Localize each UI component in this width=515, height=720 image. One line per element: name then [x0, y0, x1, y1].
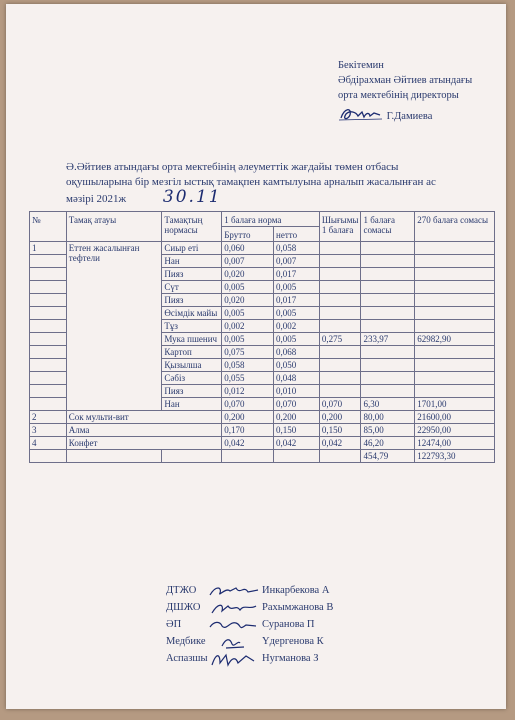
brutto-value: 0,020	[222, 294, 274, 307]
ingredient: Қызылша	[162, 359, 222, 372]
row-number	[30, 255, 67, 268]
consumption-value	[319, 281, 361, 294]
signature-scribble	[208, 583, 260, 599]
cost-one-value	[361, 346, 415, 359]
cost-270-value: 1701,00	[415, 398, 495, 411]
signature-role: ДШЖО	[166, 602, 201, 613]
approval-line-1: Бекітемин	[338, 60, 384, 71]
brutto-value: 0,042	[222, 437, 274, 450]
netto-value: 0,007	[274, 255, 320, 268]
title-line-3	[66, 187, 496, 207]
cost-270-value	[415, 346, 495, 359]
table-row	[30, 424, 495, 437]
ingredient: Өсімдік майы	[162, 307, 222, 320]
dish-name: Алма	[66, 424, 221, 437]
header-norm: Тамақтың нормасы	[162, 212, 222, 242]
cost-270-value	[415, 294, 495, 307]
consumption-value: 0,200	[319, 411, 361, 424]
cost-270-value	[415, 385, 495, 398]
signature-name: Үдергенова К	[262, 636, 324, 647]
consumption-value: 0,042	[319, 437, 361, 450]
cost-one-value	[361, 307, 415, 320]
cost-one-value	[361, 372, 415, 385]
totals-row	[30, 450, 495, 463]
netto-value: 0,017	[274, 294, 320, 307]
signature-name: Суранова П	[262, 619, 315, 630]
netto-value: 0,070	[274, 398, 320, 411]
row-number: 2	[30, 411, 67, 424]
consumption-value: 0,150	[319, 424, 361, 437]
brutto-value: 0,020	[222, 268, 274, 281]
row-number	[30, 281, 67, 294]
row-number	[30, 372, 67, 385]
cost-270-value: 62982,90	[415, 333, 495, 346]
cost-one-value	[361, 359, 415, 372]
cost-one-value: 6,30	[361, 398, 415, 411]
brutto-value: 0,055	[222, 372, 274, 385]
cost-one-value: 233,97	[361, 333, 415, 346]
approval-line-3: орта мектебінің директоры	[338, 90, 459, 101]
row-number	[30, 385, 67, 398]
signature-role: Медбике	[166, 636, 206, 647]
signature-role: Аспазшы	[166, 653, 208, 664]
cost-270-value	[415, 307, 495, 320]
dish-name: Еттен жасалынған тефтели	[66, 242, 162, 411]
handwritten-date: 30.11	[162, 187, 222, 207]
signature-name: Рахымжанова В	[262, 602, 334, 613]
netto-value: 0,042	[274, 437, 320, 450]
ingredient: Сиыр еті	[162, 242, 222, 255]
consumption-value	[319, 320, 361, 333]
signature-scribble	[208, 634, 260, 650]
brutto-value: 0,070	[222, 398, 274, 411]
row-number	[30, 307, 67, 320]
consumption-value: 0,275	[319, 333, 361, 346]
cost-one-value	[361, 242, 415, 255]
brutto-value: 0,200	[222, 411, 274, 424]
ingredient: Сүт	[162, 281, 222, 294]
empty-cell	[274, 450, 320, 463]
ingredient: Пияз	[162, 385, 222, 398]
signature-scribble	[208, 600, 260, 616]
ingredient: Пияз	[162, 294, 222, 307]
signature-row	[166, 633, 333, 650]
ingredient: Нан	[162, 255, 222, 268]
consumption-value	[319, 346, 361, 359]
consumption-value	[319, 268, 361, 281]
cost-one-value	[361, 268, 415, 281]
netto-value: 0,017	[274, 268, 320, 281]
empty-cell	[319, 450, 361, 463]
brutto-value: 0,002	[222, 320, 274, 333]
cost-270-value	[415, 372, 495, 385]
ingredient: Сәбіз	[162, 372, 222, 385]
cost-270-value	[415, 255, 495, 268]
signature-name: Инкарбекова А	[262, 585, 330, 596]
netto-value: 0,005	[274, 281, 320, 294]
total-cost-one: 454,79	[361, 450, 415, 463]
table-row	[30, 411, 495, 424]
ingredient: Пияз	[162, 268, 222, 281]
row-number	[30, 268, 67, 281]
director-signature	[338, 106, 384, 122]
table-row	[30, 242, 495, 255]
signature-scribble	[208, 617, 260, 633]
netto-value: 0,068	[274, 346, 320, 359]
approval-line-2: Әбдірахман Әйтиев атындағы	[338, 75, 473, 86]
signature-row	[166, 650, 333, 667]
consumption-value	[319, 242, 361, 255]
consumption-value	[319, 294, 361, 307]
consumption-value	[319, 359, 361, 372]
brutto-value: 0,170	[222, 424, 274, 437]
cost-270-value	[415, 320, 495, 333]
director-name: Г.Дамиева	[386, 111, 433, 122]
consumption-value: 0,070	[319, 398, 361, 411]
brutto-value: 0,005	[222, 333, 274, 346]
header-name: Тамақ атауы	[66, 212, 162, 242]
header-cost-one: 1 балаға сомасы	[361, 212, 415, 242]
signature-row	[166, 599, 333, 616]
menu-table	[29, 211, 495, 463]
header-row	[30, 212, 495, 227]
empty-cell	[30, 450, 67, 463]
dish-name: Сок мульти-вит	[66, 411, 221, 424]
header-per-child: 1 балаға норма	[222, 212, 320, 227]
row-number	[30, 320, 67, 333]
brutto-value: 0,058	[222, 359, 274, 372]
header-netto: нетто	[274, 227, 320, 242]
signatures-block	[166, 582, 333, 667]
netto-value: 0,058	[274, 242, 320, 255]
approval-signature-line	[338, 103, 472, 124]
cost-270-value	[415, 268, 495, 281]
total-cost-270: 122793,30	[415, 450, 495, 463]
brutto-value: 0,005	[222, 307, 274, 320]
empty-cell	[222, 450, 274, 463]
cost-one-value	[361, 294, 415, 307]
netto-value: 0,200	[274, 411, 320, 424]
cost-270-value	[415, 359, 495, 372]
ingredient: Мука пшенич	[162, 333, 222, 346]
signature-scribble	[208, 651, 260, 667]
ingredient: Тұз	[162, 320, 222, 333]
brutto-value: 0,007	[222, 255, 274, 268]
netto-value: 0,010	[274, 385, 320, 398]
row-number	[30, 346, 67, 359]
row-number	[30, 333, 67, 346]
cost-270-value: 21600,00	[415, 411, 495, 424]
header-no: №	[30, 212, 67, 242]
title-date-label: мәзірі 2021ж	[66, 193, 127, 205]
title-line-2: оқушыларына бір мезгіл ыстық тамақпен камтылуына арналып жасалынған ас	[66, 176, 436, 188]
document-title	[66, 160, 496, 207]
netto-value: 0,005	[274, 307, 320, 320]
signature-row	[166, 582, 333, 599]
row-number	[30, 294, 67, 307]
title-line-1: Ә.Әйтиев атындағы орта мектебінің әлеуметтік жағдайы төмен отбасы	[66, 161, 399, 173]
signature-role: ӘП	[166, 619, 182, 630]
cost-270-value	[415, 281, 495, 294]
row-number	[30, 359, 67, 372]
netto-value: 0,005	[274, 333, 320, 346]
cost-one-value	[361, 281, 415, 294]
row-number: 4	[30, 437, 67, 450]
dish-name: Конфет	[66, 437, 221, 450]
signature-row	[166, 616, 333, 633]
brutto-value: 0,060	[222, 242, 274, 255]
netto-value: 0,002	[274, 320, 320, 333]
signature-role: ДТЖО	[166, 585, 197, 596]
cost-one-value: 46,20	[361, 437, 415, 450]
header-cost-270: 270 балаға сомасы	[415, 212, 495, 242]
netto-value: 0,050	[274, 359, 320, 372]
cost-270-value: 22950,00	[415, 424, 495, 437]
row-number	[30, 398, 67, 411]
netto-value: 0,048	[274, 372, 320, 385]
cost-one-value: 80,00	[361, 411, 415, 424]
row-number: 3	[30, 424, 67, 437]
table-row	[30, 437, 495, 450]
signature-name: Нугманова З	[262, 653, 319, 664]
header-brutto: Брутто	[222, 227, 274, 242]
consumption-value	[319, 307, 361, 320]
document-page	[6, 4, 506, 709]
netto-value: 0,150	[274, 424, 320, 437]
header-consumption: Шығымы 1 балаға	[319, 212, 361, 242]
brutto-value: 0,075	[222, 346, 274, 359]
ingredient: Картоп	[162, 346, 222, 359]
cost-one-value	[361, 385, 415, 398]
consumption-value	[319, 385, 361, 398]
cost-one-value	[361, 320, 415, 333]
consumption-value	[319, 255, 361, 268]
empty-cell	[66, 450, 162, 463]
empty-cell	[162, 450, 222, 463]
cost-270-value	[415, 242, 495, 255]
row-number: 1	[30, 242, 67, 255]
cost-270-value: 12474,00	[415, 437, 495, 450]
ingredient: Нан	[162, 398, 222, 411]
approval-block	[338, 58, 472, 124]
brutto-value: 0,012	[222, 385, 274, 398]
cost-one-value	[361, 255, 415, 268]
consumption-value	[319, 372, 361, 385]
brutto-value: 0,005	[222, 281, 274, 294]
cost-one-value: 85,00	[361, 424, 415, 437]
